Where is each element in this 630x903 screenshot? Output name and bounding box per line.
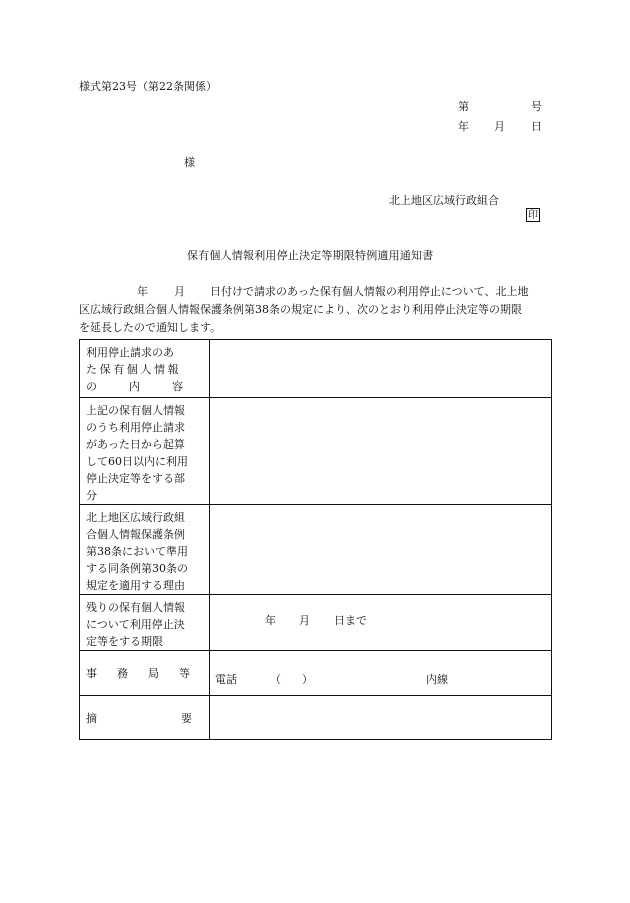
date-year: 年 <box>458 120 469 133</box>
row-label <box>80 340 215 398</box>
seal-mark: 印 <box>528 210 538 221</box>
label-line: 停止決定等をする部 <box>86 472 185 485</box>
doc-number-suffix: 号 <box>531 100 542 113</box>
phone-ext: 内線 <box>426 673 448 686</box>
form-id: 様式第23号（第22条関係） <box>79 80 217 93</box>
table-row <box>80 651 552 696</box>
deadline-month: 月 <box>299 614 310 627</box>
intro-month: 月 <box>174 285 185 298</box>
label-line: た保有個人情報 <box>86 363 182 376</box>
row-label <box>80 505 210 595</box>
phone-label: 電話 <box>215 673 237 686</box>
label-line: について利用停止決 <box>86 618 185 631</box>
row-value <box>210 505 552 595</box>
row-value <box>210 398 552 505</box>
deadline-cell <box>210 595 552 651</box>
label-line: する同条例第30条の <box>86 562 188 575</box>
row-label <box>80 595 210 651</box>
table-row <box>80 595 552 651</box>
label-line: 上記の保有個人情報 <box>86 404 185 417</box>
label-line: 北上地区広域行政組 <box>86 511 185 524</box>
deadline-until: 日まで <box>334 614 367 627</box>
label-line: 規定を適用する理由 <box>86 579 185 592</box>
intro-line3: を延長したので通知します。 <box>79 321 222 334</box>
label-line: の内容 <box>86 380 215 393</box>
label-line: 第38条において準用 <box>86 545 188 558</box>
phone-paren-open: （ <box>270 673 281 686</box>
row-value <box>210 696 552 740</box>
table-row <box>80 696 552 740</box>
table-row <box>80 505 552 595</box>
date-day: 日 <box>531 120 542 133</box>
intro-line2: 区広域行政組合個人情報保護条例第38条の規定により、次のとおり利用停止決定等の期限 <box>79 303 522 316</box>
deadline-year: 年 <box>265 614 276 627</box>
table-row <box>80 398 552 505</box>
addressee-suffix: 様 <box>184 156 195 169</box>
phone-cell <box>210 651 552 696</box>
date-month: 月 <box>494 120 505 133</box>
intro-year: 年 <box>137 285 148 298</box>
label-line: 定等をする期限 <box>86 635 163 648</box>
row-label <box>80 651 210 696</box>
label-line: 合個人情報保護条例 <box>86 528 185 541</box>
label-line: があった日から起算 <box>86 438 185 451</box>
label-line: 分 <box>86 489 97 502</box>
row-label <box>80 696 276 740</box>
label-line: 摘要 <box>86 712 276 725</box>
doc-number-prefix: 第 <box>458 100 469 113</box>
label-line: 利用停止請求のあ <box>86 346 174 359</box>
intro-paragraph <box>79 283 553 337</box>
row-label <box>80 398 210 505</box>
issuer-name: 北上地区広域行政組合 <box>389 194 499 207</box>
label-line: のうち利用停止請求 <box>86 421 185 434</box>
phone-paren-close: ） <box>302 673 313 686</box>
table-row <box>80 340 552 398</box>
label-line: 事務局等 <box>86 667 210 680</box>
row-value <box>210 340 552 398</box>
notice-table <box>79 339 552 740</box>
label-line: して60日以内に利用 <box>86 455 188 468</box>
document-title: 保有個人情報利用停止決定等期限特例適用通知書 <box>187 249 434 262</box>
label-line: 残りの保有個人情報 <box>86 601 185 614</box>
intro-line1: 日付けで請求のあった保有個人情報の利用停止について、北上地 <box>210 285 529 298</box>
